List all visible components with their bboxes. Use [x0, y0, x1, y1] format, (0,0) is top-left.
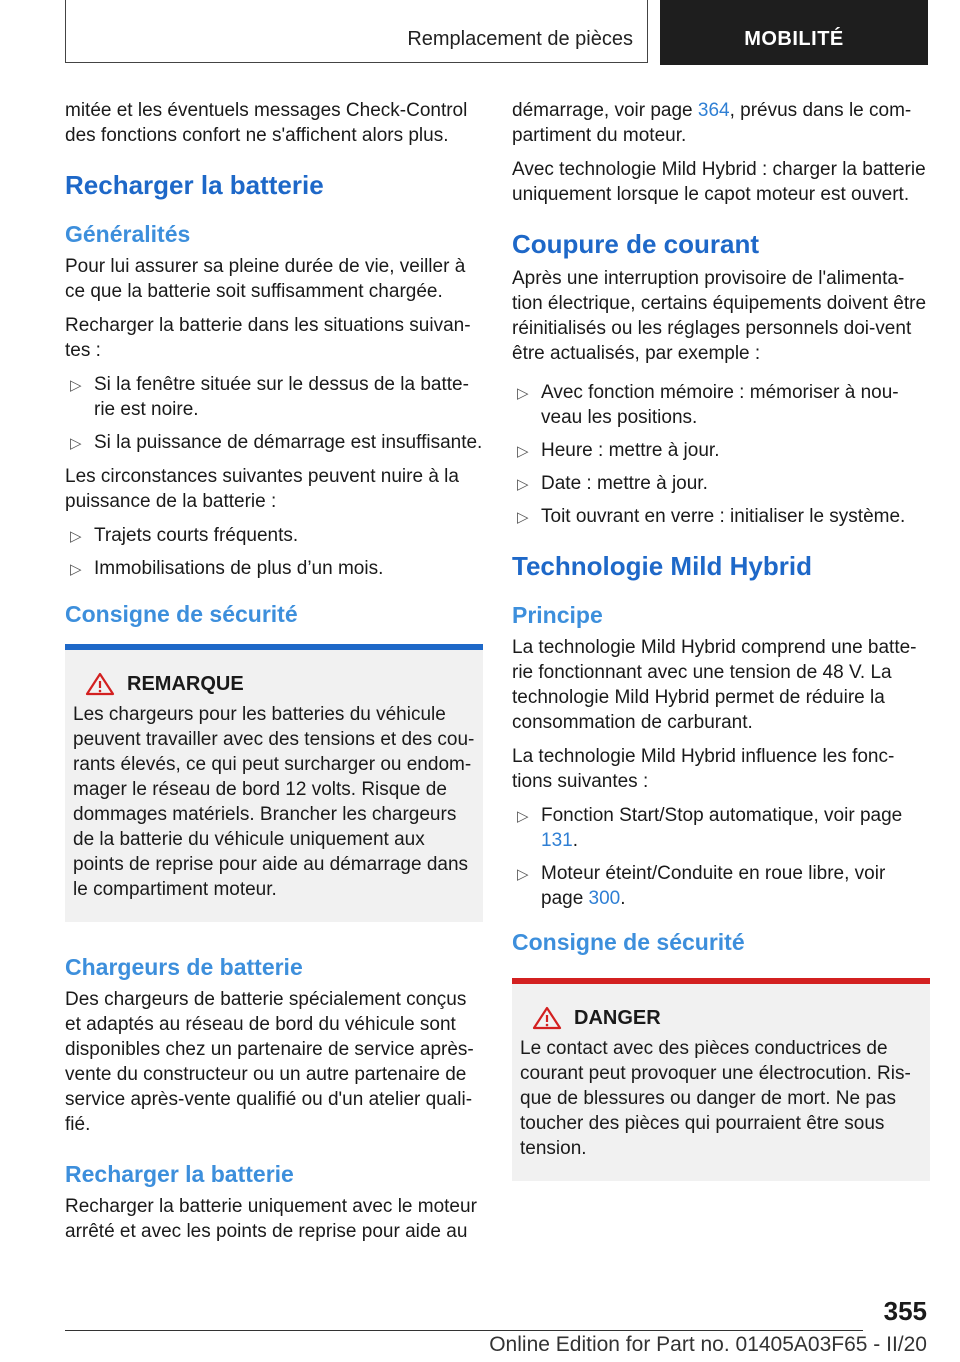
right-column — [512, 98, 930, 1213]
triangle-right-icon: ▷ — [70, 377, 82, 394]
paragraph: Les circonstances suivantes peuvent nuire à la puissance de la batterie : — [65, 466, 459, 512]
list-item: ▷ Fonction Start/Stop automatique, voir page 131. — [517, 805, 903, 851]
heading-recharge-battery: Recharger la batterie — [65, 170, 324, 200]
notice-title: REMARQUE — [127, 672, 244, 695]
notice-box-danger — [512, 978, 930, 1181]
page-link[interactable]: 131 — [541, 830, 573, 851]
page-link[interactable]: 364 — [697, 100, 730, 121]
heading-mild-hybrid: Technologie Mild Hybrid — [512, 551, 812, 581]
page-number: 355 — [883, 1296, 927, 1326]
subheading-recharge: Recharger la batterie — [65, 1161, 294, 1187]
header-chapter-box — [660, 0, 928, 65]
page-link[interactable]: 300 — [588, 888, 621, 909]
subheading-principle: Principe — [512, 602, 603, 628]
bullet-list — [512, 380, 930, 529]
bullet-list — [512, 803, 930, 911]
paragraph: Après une interruption provisoire de l'alimenta-tion électrique, certains équipements doivent être réinitialisés ou les réglages personnels doi-vent être actualisés, par exemple : — [512, 268, 927, 364]
triangle-right-icon: ▷ — [517, 385, 529, 402]
triangle-right-icon: ▷ — [517, 443, 529, 460]
list-item: ▷ Moteur éteint/Conduite en roue libre, voir page 300. — [517, 863, 886, 909]
triangle-right-icon: ▷ — [517, 476, 529, 493]
paragraph: mitée et les éventuels messages Check-Control des fonctions confort ne s'affichent alors plus. — [65, 100, 468, 146]
paragraph: Avec technologie Mild Hybrid : charger la batterie uniquement lorsque le capot moteur est ouvert. — [512, 159, 926, 205]
notice-text: Les chargeurs pour les batteries du véhicule peuvent travailler avec des tensions et des cou-rants élevés, ce qui peut surcharger ou endom-mager le réseau de bord 12 volts. Risque de dommages matériels. Brancher les chargeurs de la batterie du véhicule uniquement aux points de reprise pour aide au démarrage dans le compartiment moteur. — [73, 704, 475, 900]
triangle-right-icon: ▷ — [70, 435, 82, 452]
list-item: ▷ Avec fonction mémoire : mémoriser à nou-veau les positions. — [517, 382, 899, 428]
header-chapter-title: MOBILITÉ — [744, 28, 844, 50]
paragraph: Recharger la batterie uniquement avec le moteur arrêté et avec les points de reprise pour aide au — [65, 1196, 477, 1242]
triangle-right-icon: ▷ — [70, 528, 82, 545]
subheading-general: Généralités — [65, 221, 191, 247]
triangle-right-icon: ▷ — [70, 561, 82, 578]
paragraph: La technologie Mild Hybrid influence les fonc-tions suivantes : — [512, 746, 895, 792]
footer-edition: Online Edition for Part no. 01405A03F65 - II/20 — [489, 1333, 927, 1356]
list-item: ▷ Heure : mettre à jour. — [512, 438, 930, 463]
notice-title: DANGER — [574, 1006, 661, 1029]
paragraph: démarrage, voir page 364, prévus dans le com-partiment du moteur. — [512, 100, 912, 146]
list-item: ▷ Immobilisations de plus d’un mois. — [65, 556, 483, 581]
subheading-safety: Consigne de sécurité — [65, 601, 298, 627]
paragraph: Recharger la batterie dans les situations suivan-tes : — [65, 315, 471, 361]
header-section-box — [65, 0, 648, 63]
subheading-chargers: Chargeurs de batterie — [65, 954, 303, 980]
heading-power-cut: Coupure de courant — [512, 229, 760, 259]
subheading-safety: Consigne de sécurité — [512, 929, 745, 955]
bullet-list — [65, 523, 483, 581]
footer-divider — [65, 1330, 863, 1331]
header-section-title: Remplacement de pièces — [407, 28, 633, 50]
paragraph: Pour lui assurer sa pleine durée de vie, veiller à ce que la batterie soit suffisamment chargée. — [65, 256, 466, 302]
triangle-right-icon: ▷ — [517, 866, 529, 883]
list-item: ▷ Si la puissance de démarrage est insuffisante. — [65, 430, 483, 455]
notice-box-remarque — [65, 644, 483, 922]
warning-triangle-icon — [532, 1006, 562, 1030]
paragraph: La technologie Mild Hybrid comprend une batte-rie fonctionnant avec une tension de 48 V. La technologie Mild Hybrid permet de réduire la consommation de carburant. — [512, 637, 917, 733]
list-item: ▷ Trajets courts fréquents. — [65, 523, 483, 548]
list-item: ▷ Si la fenêtre située sur le dessus de la batte-rie est noire. — [70, 374, 469, 420]
triangle-right-icon: ▷ — [517, 808, 529, 825]
notice-text: Le contact avec des pièces conductrices de courant peut provoquer une électrocution. Ris-que de blessures ou danger de mort. Ne pas toucher des pièces qui pourraient être sous tension. — [520, 1038, 911, 1159]
triangle-right-icon: ▷ — [517, 509, 529, 526]
list-item: ▷ Date : mettre à jour. — [512, 471, 930, 496]
page-header — [65, 0, 928, 65]
paragraph: Des chargeurs de batterie spécialement conçus et adaptés au réseau de bord du véhicule sont disponibles chez un partenaire de service après-vente du constructeur ou un autre partenaire de service après-vente qualifié ou d'un atelier quali-fié. — [65, 989, 474, 1135]
bullet-list — [65, 372, 483, 455]
left-column — [65, 98, 483, 1253]
list-item: ▷ Toit ouvrant en verre : initialiser le système. — [512, 504, 930, 529]
warning-triangle-icon — [85, 672, 115, 696]
